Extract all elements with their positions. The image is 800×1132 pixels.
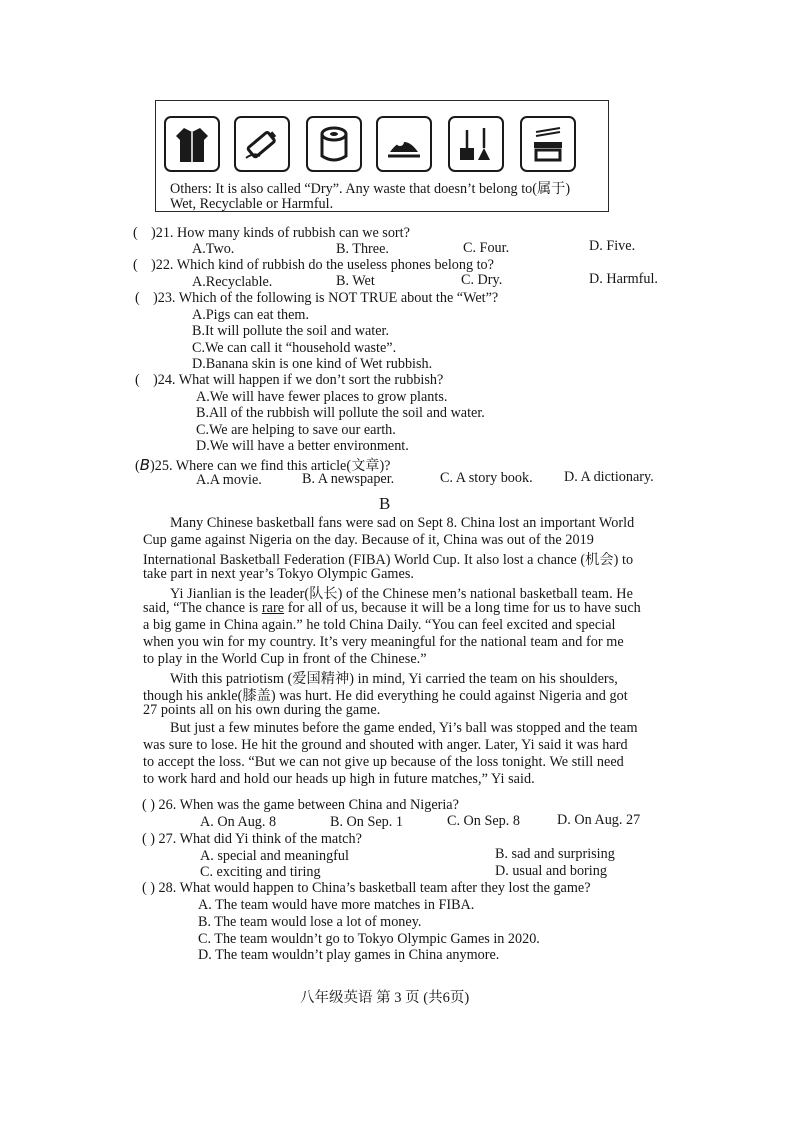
passage-line: when you win for my country. It’s very meaningful for the national team and for me [143,634,624,650]
question-26: ( ) 26. When was the game between China and Nigeria? [142,797,459,813]
question-27: ( ) 27. What did Yi think of the match? [142,831,362,847]
passage-line: was sure to lose. He hit the ground and shouted with anger. Later, Yi said it was hard [143,737,628,753]
rubbish-category-box [155,100,609,212]
option-28-d: D. The team wouldn’t play games in China anymore. [198,947,500,963]
passage-line: International Basketball Federation (FIBA) World Cup. It also lost a chance (机会) to [143,552,634,568]
passage-line: a big game in China again.” he told China Daily. “You can feel excited and special [143,617,616,633]
option-26-b: B. On Sep. 1 [330,814,403,830]
option-25-d: D. A dictionary. [564,469,654,485]
question-text: 26. When was the game between China and Nigeria? [158,797,459,813]
question-text: )22. Which kind of rubbish do the useless phones belong to? [151,257,494,273]
option-23-c: C.We can call it “household waste”. [192,340,397,356]
passage-line: though his ankle(膝盖) was hurt. He did everything he could against Nigeria and got [143,688,628,704]
passage-line: Cup game against Nigeria on the day. Because of it, China was out of the 2019 [143,532,594,548]
passage-line: to accept the loss. “But we can not give up because of the loss tonight. We still need [143,754,624,770]
option-27-d: D. usual and boring [495,863,607,879]
passage-line: to work hard and hold our heads up high in future matches,” Yi said. [143,771,535,787]
option-21-c: C. Four. [463,240,510,256]
toilet-paper-icon [306,116,362,172]
box-text-line-2: Wet, Recyclable or Harmful. [170,196,334,212]
passage-line: said, “The chance is rare for all of us, because it will be a long time for us to have such [143,600,641,616]
passage-line: take part in next year’s Tokyo Olympic Games. [143,566,415,582]
dog-food-icon [376,116,432,172]
passage-line: With this patriotism (爱国精神) in mind, Yi carried the team on his shoulders, [170,671,618,687]
passage-line: Yi Jianlian is the leader(队长) of the Chinese men’s national basketball team. He [170,586,633,602]
question-text: 28. What would happen to China’s basketball team after they lost the game? [158,880,591,896]
option-24-b: B.All of the rubbish will pollute the soil and water. [196,405,485,421]
handwritten-answer-mark: B [139,456,151,474]
option-26-d: D. On Aug. 27 [557,812,641,828]
question-text: )23. Which of the following is NOT TRUE about the “Wet”? [153,290,499,306]
question-22: ( )22. Which kind of rubbish do the useless phones belong to? [133,257,494,273]
battery-icon [234,116,290,172]
takeaway-box-icon [520,116,576,172]
passage-line: to play in the World Cup in front of the Chinese.” [143,651,427,667]
option-27-b: B. sad and surprising [495,846,615,862]
option-22-d: D. Harmful. [589,271,658,287]
question-text: 27. What did Yi think of the match? [158,831,362,847]
option-27-c: C. exciting and tiring [200,864,321,880]
option-26-a: A. On Aug. 8 [200,814,277,830]
option-24-c: C.We are helping to save our earth. [196,422,396,438]
option-28-c: C. The team wouldn’t go to Tokyo Olympic Games in 2020. [198,931,540,947]
dustpan-broom-icon [448,116,504,172]
option-21-b: B. Three. [336,241,389,257]
option-25-b: B. A newspaper. [302,471,395,487]
option-27-a: A. special and meaningful [200,848,349,864]
question-23: ( )23. Which of the following is NOT TRUE about the “Wet”? [135,290,499,306]
option-23-a: A.Pigs can eat them. [192,307,310,323]
question-text: )21. How many kinds of rubbish can we sort? [151,225,410,241]
option-22-b: B. Wet [336,273,375,289]
option-23-b: B.It will pollute the soil and water. [192,323,390,339]
underlined-word: rare [261,600,285,616]
option-26-c: C. On Sep. 8 [447,813,520,829]
section-b-heading: B [379,494,391,513]
option-22-c: C. Dry. [461,272,503,288]
option-28-b: B. The team would lose a lot of money. [198,914,422,930]
box-text-line-1: Others: It is also called “Dry”. Any waste that doesn’t belong to(属于) [170,181,571,197]
clothes-icon [164,116,220,172]
passage-line: Many Chinese basketball fans were sad on Sept 8. China lost an important World [170,515,635,531]
option-21-d: D. Five. [589,238,636,254]
option-24-d: D.We will have a better environment. [196,438,409,454]
option-25-a: A.A movie. [196,472,262,488]
option-22-a: A.Recyclable. [192,274,273,290]
option-23-d: D.Banana skin is one kind of Wet rubbish. [192,356,433,372]
question-text: )25. Where can we find this article(文章)? [150,458,391,474]
question-21: ( )21. How many kinds of rubbish can we sort? [133,225,410,241]
option-25-c: C. A story book. [440,470,533,486]
option-28-a: A. The team would have more matches in FIBA. [198,897,475,913]
passage-line: 27 points all on his own during the game. [143,702,381,718]
question-25: (B)25. Where can we find this article(文章)? [135,456,391,474]
question-28: ( ) 28. What would happen to China’s basketball team after they lost the game? [142,880,591,896]
question-text: )24. What will happen if we don’t sort the rubbish? [153,372,444,388]
option-24-a: A.We will have fewer places to grow plants. [196,389,448,405]
question-24: ( )24. What will happen if we don’t sort the rubbish? [135,372,444,388]
passage-line: But just a few minutes before the game ended, Yi’s ball was stopped and the team [170,720,638,736]
option-21-a: A.Two. [192,241,235,257]
page-footer: 八年级英语 第 3 页 (共6页) [300,990,470,1006]
